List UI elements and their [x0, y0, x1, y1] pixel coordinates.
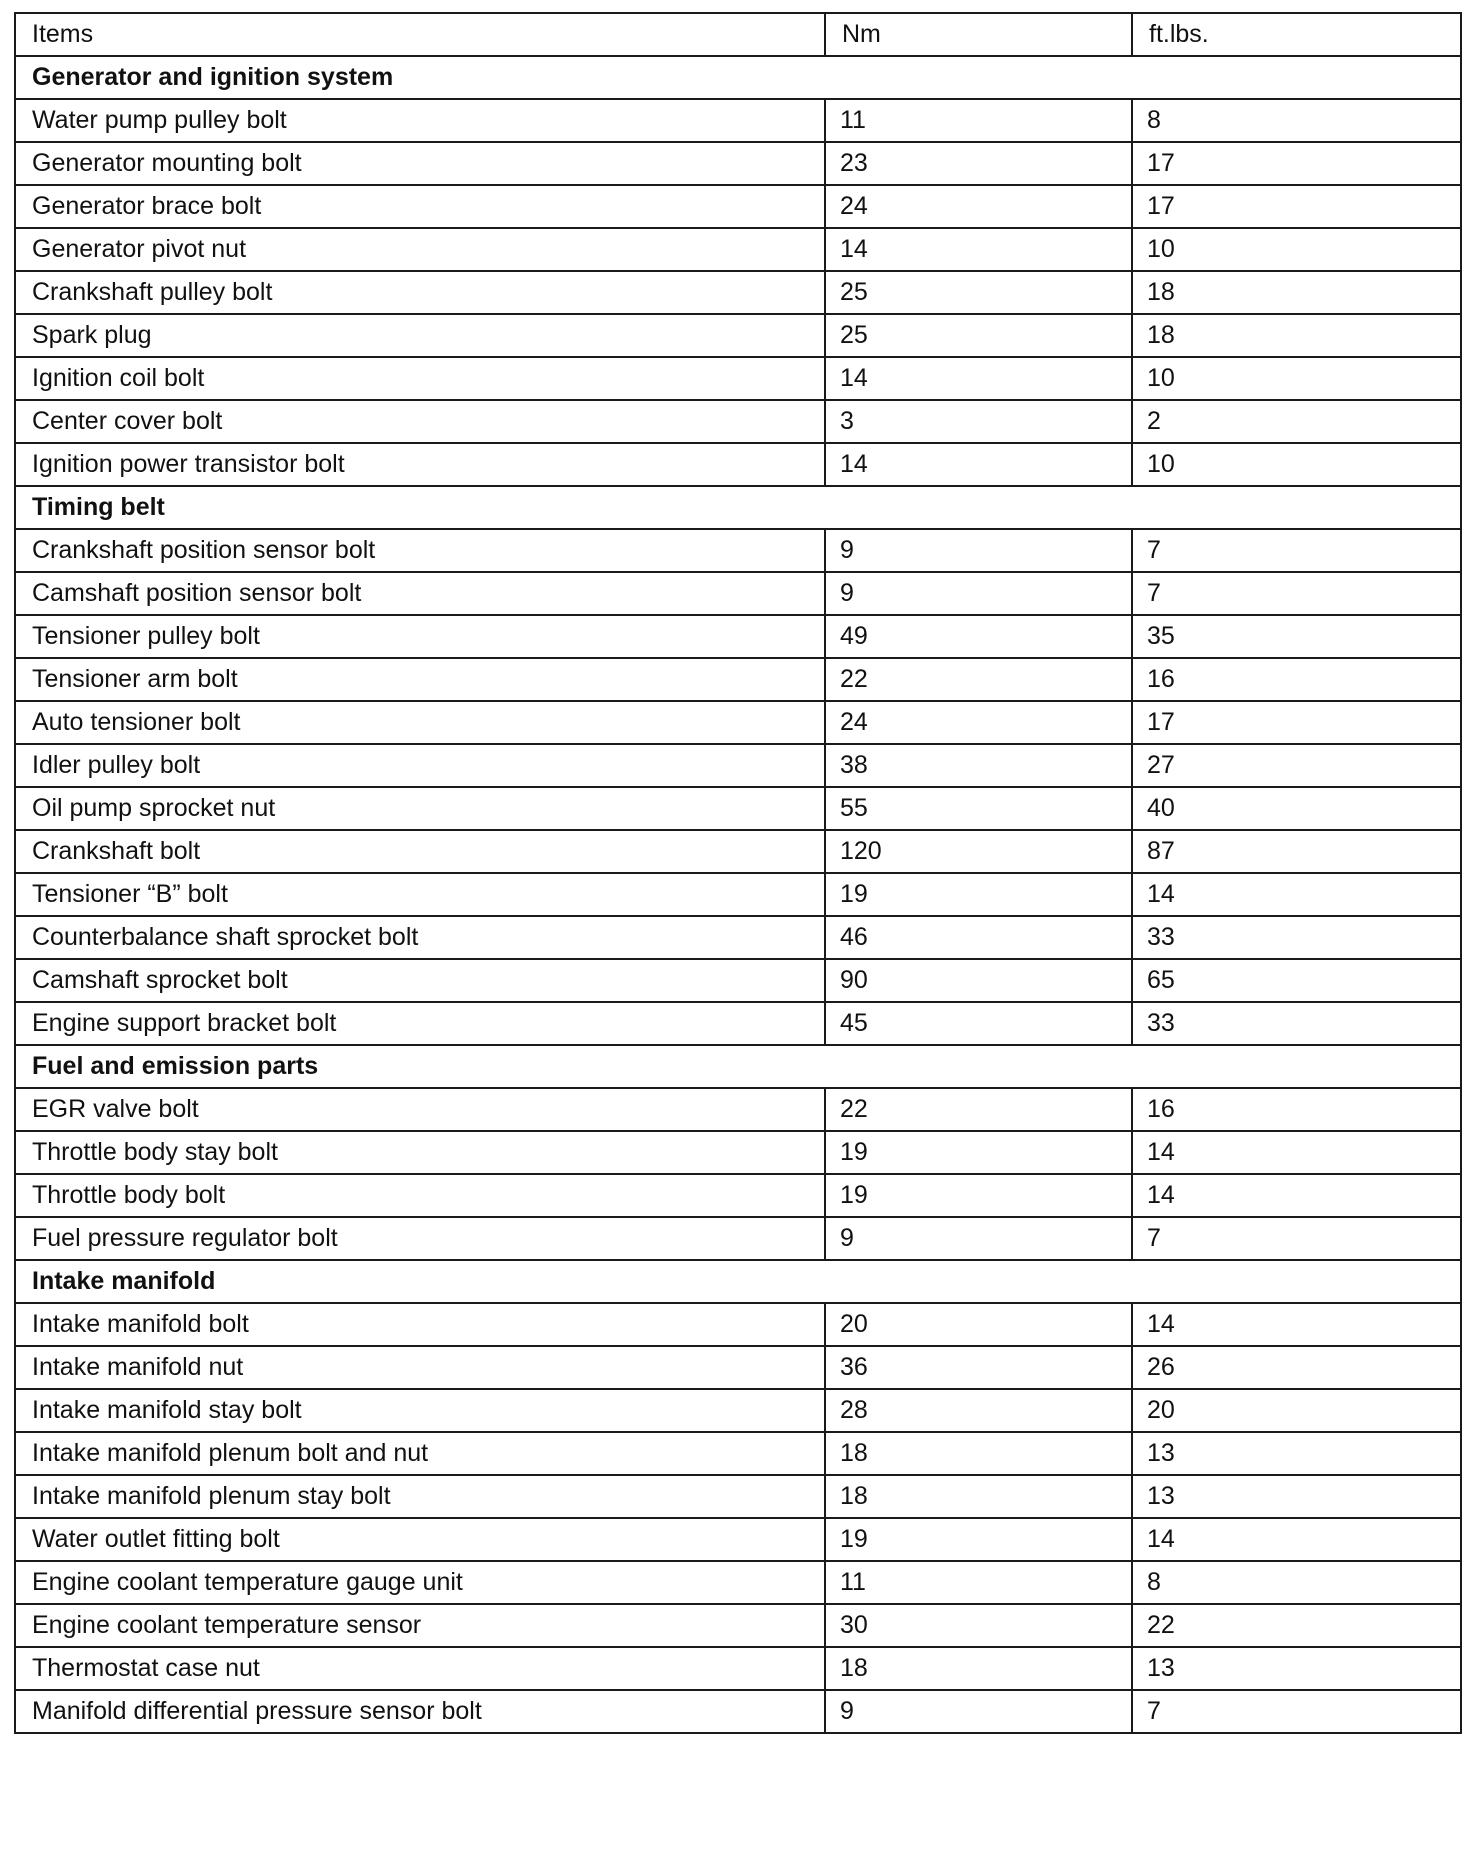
nm-cell: 11: [825, 99, 1132, 142]
ftlbs-cell: 14: [1132, 873, 1461, 916]
torque-table: [14, 12, 1462, 1734]
ftlbs-cell: 14: [1132, 1518, 1461, 1561]
table-row: [15, 701, 1461, 744]
ftlbs-cell: 7: [1132, 1217, 1461, 1260]
nm-cell: 24: [825, 185, 1132, 228]
table-row: [15, 658, 1461, 701]
ftlbs-cell: 20: [1132, 1389, 1461, 1432]
header-nm: Nm: [825, 13, 1132, 56]
nm-cell: 38: [825, 744, 1132, 787]
table-row: [15, 1432, 1461, 1475]
header-row: [15, 13, 1461, 56]
nm-cell: 3: [825, 400, 1132, 443]
nm-cell: 14: [825, 357, 1132, 400]
table-row: [15, 99, 1461, 142]
table-row: [15, 916, 1461, 959]
section-row: [15, 1260, 1461, 1303]
item-cell: Intake manifold stay bolt: [15, 1389, 825, 1432]
item-cell: Engine coolant temperature gauge unit: [15, 1561, 825, 1604]
nm-cell: 19: [825, 1518, 1132, 1561]
ftlbs-cell: 35: [1132, 615, 1461, 658]
ftlbs-cell: 87: [1132, 830, 1461, 873]
item-cell: Camshaft position sensor bolt: [15, 572, 825, 615]
ftlbs-cell: 13: [1132, 1432, 1461, 1475]
item-cell: Camshaft sprocket bolt: [15, 959, 825, 1002]
ftlbs-cell: 17: [1132, 185, 1461, 228]
table-row: [15, 357, 1461, 400]
item-cell: Water outlet fitting bolt: [15, 1518, 825, 1561]
ftlbs-cell: 7: [1132, 1690, 1461, 1733]
nm-cell: 9: [825, 1690, 1132, 1733]
table-row: [15, 1131, 1461, 1174]
table-row: [15, 1217, 1461, 1260]
item-cell: Idler pulley bolt: [15, 744, 825, 787]
ftlbs-cell: 10: [1132, 228, 1461, 271]
item-cell: Tensioner pulley bolt: [15, 615, 825, 658]
table-row: [15, 529, 1461, 572]
nm-cell: 55: [825, 787, 1132, 830]
table-row: [15, 1346, 1461, 1389]
ftlbs-cell: 18: [1132, 271, 1461, 314]
table-row: [15, 1518, 1461, 1561]
ftlbs-cell: 8: [1132, 1561, 1461, 1604]
ftlbs-cell: 14: [1132, 1303, 1461, 1346]
item-cell: Water pump pulley bolt: [15, 99, 825, 142]
ftlbs-cell: 14: [1132, 1131, 1461, 1174]
item-cell: Crankshaft pulley bolt: [15, 271, 825, 314]
section-title: Timing belt: [15, 486, 1461, 529]
item-cell: Engine coolant temperature sensor: [15, 1604, 825, 1647]
item-cell: Generator pivot nut: [15, 228, 825, 271]
nm-cell: 120: [825, 830, 1132, 873]
nm-cell: 25: [825, 271, 1132, 314]
table-row: [15, 830, 1461, 873]
nm-cell: 18: [825, 1432, 1132, 1475]
table-row: [15, 314, 1461, 357]
item-cell: Manifold differential pressure sensor bolt: [15, 1690, 825, 1733]
ftlbs-cell: 26: [1132, 1346, 1461, 1389]
nm-cell: 25: [825, 314, 1132, 357]
nm-cell: 19: [825, 873, 1132, 916]
ftlbs-cell: 65: [1132, 959, 1461, 1002]
item-cell: EGR valve bolt: [15, 1088, 825, 1131]
section-title: Fuel and emission parts: [15, 1045, 1461, 1088]
nm-cell: 18: [825, 1647, 1132, 1690]
table-row: [15, 271, 1461, 314]
ftlbs-cell: 40: [1132, 787, 1461, 830]
nm-cell: 9: [825, 529, 1132, 572]
table-row: [15, 185, 1461, 228]
item-cell: Tensioner arm bolt: [15, 658, 825, 701]
nm-cell: 49: [825, 615, 1132, 658]
ftlbs-cell: 22: [1132, 1604, 1461, 1647]
table-row: [15, 1088, 1461, 1131]
torque-spec-sheet: [14, 12, 1460, 1734]
table-row: [15, 1174, 1461, 1217]
table-row: [15, 1604, 1461, 1647]
table-row: [15, 1389, 1461, 1432]
ftlbs-cell: 33: [1132, 1002, 1461, 1045]
section-row: [15, 486, 1461, 529]
ftlbs-cell: 7: [1132, 572, 1461, 615]
item-cell: Intake manifold nut: [15, 1346, 825, 1389]
ftlbs-cell: 13: [1132, 1647, 1461, 1690]
item-cell: Throttle body stay bolt: [15, 1131, 825, 1174]
ftlbs-cell: 18: [1132, 314, 1461, 357]
nm-cell: 22: [825, 1088, 1132, 1131]
nm-cell: 9: [825, 1217, 1132, 1260]
ftlbs-cell: 16: [1132, 658, 1461, 701]
header-ftlbs: ft.lbs.: [1132, 13, 1461, 56]
nm-cell: 9: [825, 572, 1132, 615]
nm-cell: 46: [825, 916, 1132, 959]
nm-cell: 22: [825, 658, 1132, 701]
item-cell: Oil pump sprocket nut: [15, 787, 825, 830]
table-row: [15, 1002, 1461, 1045]
nm-cell: 30: [825, 1604, 1132, 1647]
table-row: [15, 615, 1461, 658]
ftlbs-cell: 33: [1132, 916, 1461, 959]
table-row: [15, 1647, 1461, 1690]
item-cell: Spark plug: [15, 314, 825, 357]
section-title: Generator and ignition system: [15, 56, 1461, 99]
nm-cell: 24: [825, 701, 1132, 744]
item-cell: Generator brace bolt: [15, 185, 825, 228]
header-items: Items: [15, 13, 825, 56]
item-cell: Throttle body bolt: [15, 1174, 825, 1217]
item-cell: Tensioner “B” bolt: [15, 873, 825, 916]
ftlbs-cell: 14: [1132, 1174, 1461, 1217]
item-cell: Generator mounting bolt: [15, 142, 825, 185]
table-row: [15, 959, 1461, 1002]
ftlbs-cell: 16: [1132, 1088, 1461, 1131]
item-cell: Counterbalance shaft sprocket bolt: [15, 916, 825, 959]
nm-cell: 11: [825, 1561, 1132, 1604]
ftlbs-cell: 27: [1132, 744, 1461, 787]
section-title: Intake manifold: [15, 1260, 1461, 1303]
ftlbs-cell: 17: [1132, 701, 1461, 744]
table-body: [15, 56, 1461, 1733]
item-cell: Crankshaft bolt: [15, 830, 825, 873]
table-row: [15, 443, 1461, 486]
table-row: [15, 744, 1461, 787]
nm-cell: 20: [825, 1303, 1132, 1346]
item-cell: Fuel pressure regulator bolt: [15, 1217, 825, 1260]
ftlbs-cell: 17: [1132, 142, 1461, 185]
table-row: [15, 400, 1461, 443]
ftlbs-cell: 7: [1132, 529, 1461, 572]
section-row: [15, 1045, 1461, 1088]
item-cell: Crankshaft position sensor bolt: [15, 529, 825, 572]
nm-cell: 19: [825, 1174, 1132, 1217]
item-cell: Center cover bolt: [15, 400, 825, 443]
nm-cell: 23: [825, 142, 1132, 185]
table-row: [15, 228, 1461, 271]
nm-cell: 36: [825, 1346, 1132, 1389]
section-row: [15, 56, 1461, 99]
nm-cell: 90: [825, 959, 1132, 1002]
nm-cell: 14: [825, 443, 1132, 486]
nm-cell: 19: [825, 1131, 1132, 1174]
table-row: [15, 1690, 1461, 1733]
table-row: [15, 572, 1461, 615]
item-cell: Ignition coil bolt: [15, 357, 825, 400]
ftlbs-cell: 13: [1132, 1475, 1461, 1518]
item-cell: Intake manifold plenum bolt and nut: [15, 1432, 825, 1475]
item-cell: Intake manifold plenum stay bolt: [15, 1475, 825, 1518]
nm-cell: 14: [825, 228, 1132, 271]
table-row: [15, 873, 1461, 916]
ftlbs-cell: 10: [1132, 357, 1461, 400]
item-cell: Thermostat case nut: [15, 1647, 825, 1690]
item-cell: Engine support bracket bolt: [15, 1002, 825, 1045]
ftlbs-cell: 10: [1132, 443, 1461, 486]
nm-cell: 45: [825, 1002, 1132, 1045]
table-row: [15, 142, 1461, 185]
table-row: [15, 1303, 1461, 1346]
item-cell: Ignition power transistor bolt: [15, 443, 825, 486]
item-cell: Auto tensioner bolt: [15, 701, 825, 744]
nm-cell: 18: [825, 1475, 1132, 1518]
table-row: [15, 1561, 1461, 1604]
ftlbs-cell: 2: [1132, 400, 1461, 443]
table-row: [15, 787, 1461, 830]
item-cell: Intake manifold bolt: [15, 1303, 825, 1346]
nm-cell: 28: [825, 1389, 1132, 1432]
ftlbs-cell: 8: [1132, 99, 1461, 142]
table-row: [15, 1475, 1461, 1518]
